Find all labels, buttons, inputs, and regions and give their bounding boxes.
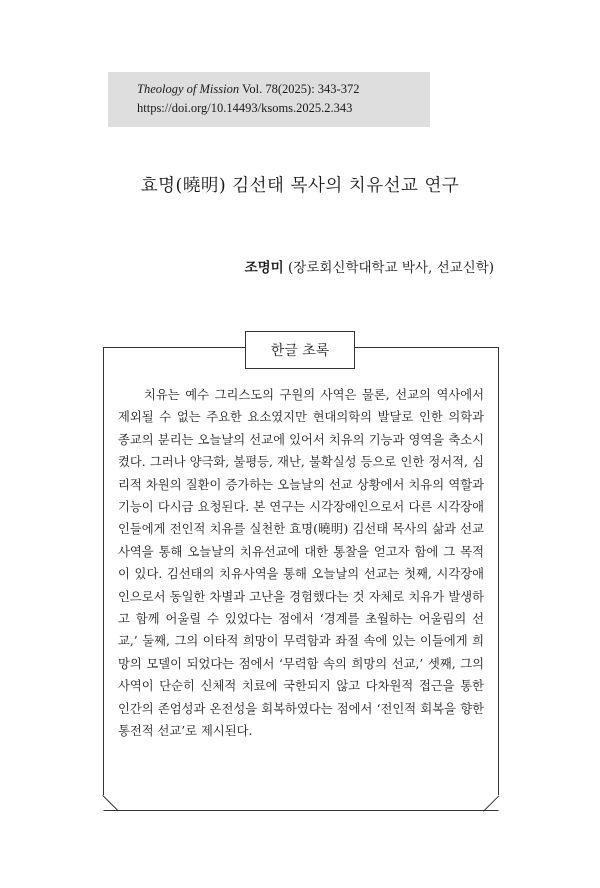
journal-info-box (108, 72, 430, 127)
abstract-paragraph: 치유는 예수 그리스도의 구원의 사역은 물론, 선교의 역사에서 제외될 수 없는 주요한 요소였지만 현대의학의 발달로 인한 의학과 종교의 분리는 오늘날의 선교에 있어서 치유의 기능과 영역을 축소시켰다. 그러나 양극화, 불평등, 재난, 불확실성 등으로 인한 정서적, 심리적 차원의 질환이 증가하는 오늘날의 선교 상황에서 치유의 역할과 기능이 다시금 요청된다. 본 연구는 시각장애인으로서 다른 시각장애인들에게 전인적 치유를 실천한 효명(曉明) 김선태 목사의 삶과 선교사역을 통해 오늘날의 치유선교에 대한 통찰을 얻고자 함에 그 목적이 있다. 김선태의 치유사역을 통해 오늘날의 선교는 첫째, 시각장애인으로서 동일한 차별과 고난을 경험했다는 것 자체로 치유가 발생하고 함께 어울릴 수 있었다는 점에서 ‘경계를 초월하는 어울림의 선교,’ 둘째, 그의 이타적 희망이 무력함과 좌절 속에 있는 이들에게 희망의 모델이 되었다는 점에서 ‘무력함 속의 희망의 선교,’ 셋째, 그의 사역이 단순히 신체적 치료에 국한되지 않고 다차원적 접근을 통한 인간의 존엄성과 온전성을 회복하였다는 점에서 ‘전인적 회복을 향한 통전적 선교’로 제시된다. (118, 388, 484, 739)
abstract-heading: 한글 초록 (245, 331, 355, 369)
author-name: 조명미 (244, 260, 284, 276)
author-affiliation: (장로회신학대학교 박사, 선교신학) (288, 260, 494, 276)
journal-citation (137, 82, 359, 97)
journal-volume: Vol. 78(2025): 343-372 (242, 82, 360, 96)
paper-title: 효명(曉明) 김선태 목사의 치유선교 연구 (140, 176, 460, 196)
journal-doi[interactable]: https://doi.org/10.14493/ksoms.2025.2.343 (137, 101, 353, 115)
journal-name: Theology of Mission (137, 82, 240, 96)
author-line (245, 256, 494, 276)
abstract-body (118, 384, 484, 743)
